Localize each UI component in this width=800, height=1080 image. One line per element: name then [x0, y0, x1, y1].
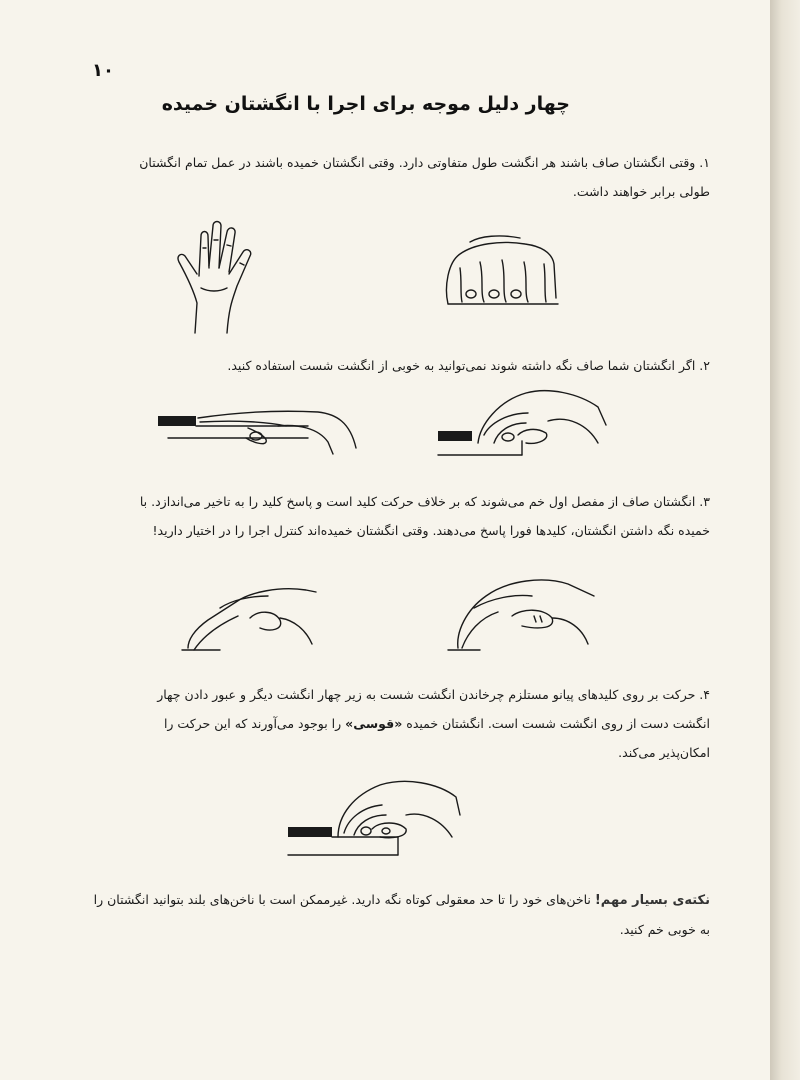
note-line-2: به خوبی خم کنید.	[619, 922, 710, 937]
paragraph-1	[60, 148, 710, 206]
illustration-curved-fingers	[440, 232, 565, 312]
paragraph-4-line-1: ۴. حرکت بر روی کلیدهای پیانو مستلزم چرخاندن انگشت شست به زیر چهار انگشت دیگر و عبور دادن چهار	[157, 687, 710, 702]
paragraph-2-line-1: ۲. اگر انگشتان شما صاف نگه داشته شوند نمی‌توانید به خوبی از انگشت شست استفاده کنید.	[227, 358, 710, 373]
important-note	[30, 885, 710, 944]
page-edge	[770, 0, 800, 1080]
paragraph-4	[60, 680, 710, 767]
illustration-open-hand	[175, 218, 270, 338]
paragraph-3-line-2: خمیده نگه داشتن انگشتان، کلیدها فورا پاسخ می‌دهند. وقتی انگشتان خمیده‌اند کنترل اجرا را در اختیار دارید!	[152, 523, 710, 538]
paragraph-4-line-2-end: را بوجود می‌آورند که این حرکت را	[163, 716, 342, 731]
note-label: نکته‌ی بسیار مهم!	[594, 893, 710, 908]
page-title: چهار دلیل موجه برای اجرا با انگشتان خمیده	[161, 93, 570, 115]
illustration-curved-finger	[448, 570, 598, 655]
arch-term: «قوسی»	[345, 716, 403, 731]
paragraph-1-line-2: طولی برابر خواهند داشت.	[572, 184, 710, 199]
paragraph-4-line-2-start: انگشت دست از روی انگشت شست است. انگشتان خمیده	[406, 716, 710, 731]
paragraph-3	[60, 487, 710, 545]
page-number: ۱۰	[92, 60, 114, 81]
illustration-curved-hand-keyboard	[438, 385, 608, 460]
note-text-1: ناخن‌های خود را تا حد معقولی کوتاه نگه دارید. غیرممکن است با ناخن‌های بلند بتوانید انگشتان را	[93, 892, 591, 907]
paragraph-4-line-3: امکان‌پذیر می‌کند.	[618, 745, 710, 760]
paragraph-2	[60, 351, 710, 380]
illustration-straight-finger	[180, 580, 320, 655]
paragraph-1-line-1: ۱. وقتی انگشتان صاف باشند هر انگشت طول متفاوتی دارد. وقتی انگشتان خمیده باشند در عمل تمام انگشتان	[139, 155, 710, 170]
illustration-thumb-under-keyboard	[288, 775, 463, 860]
paragraph-3-line-1: ۳. انگشتان صاف از مفصل اول خم می‌شوند که بر خلاف حرکت کلید است و پاسخ کلید را به تاخیر می‌اندازد. با	[139, 494, 710, 509]
illustration-flat-hand-keyboard	[158, 398, 358, 458]
paragraph-4-line-2	[60, 709, 710, 738]
note-line-1	[30, 885, 710, 915]
